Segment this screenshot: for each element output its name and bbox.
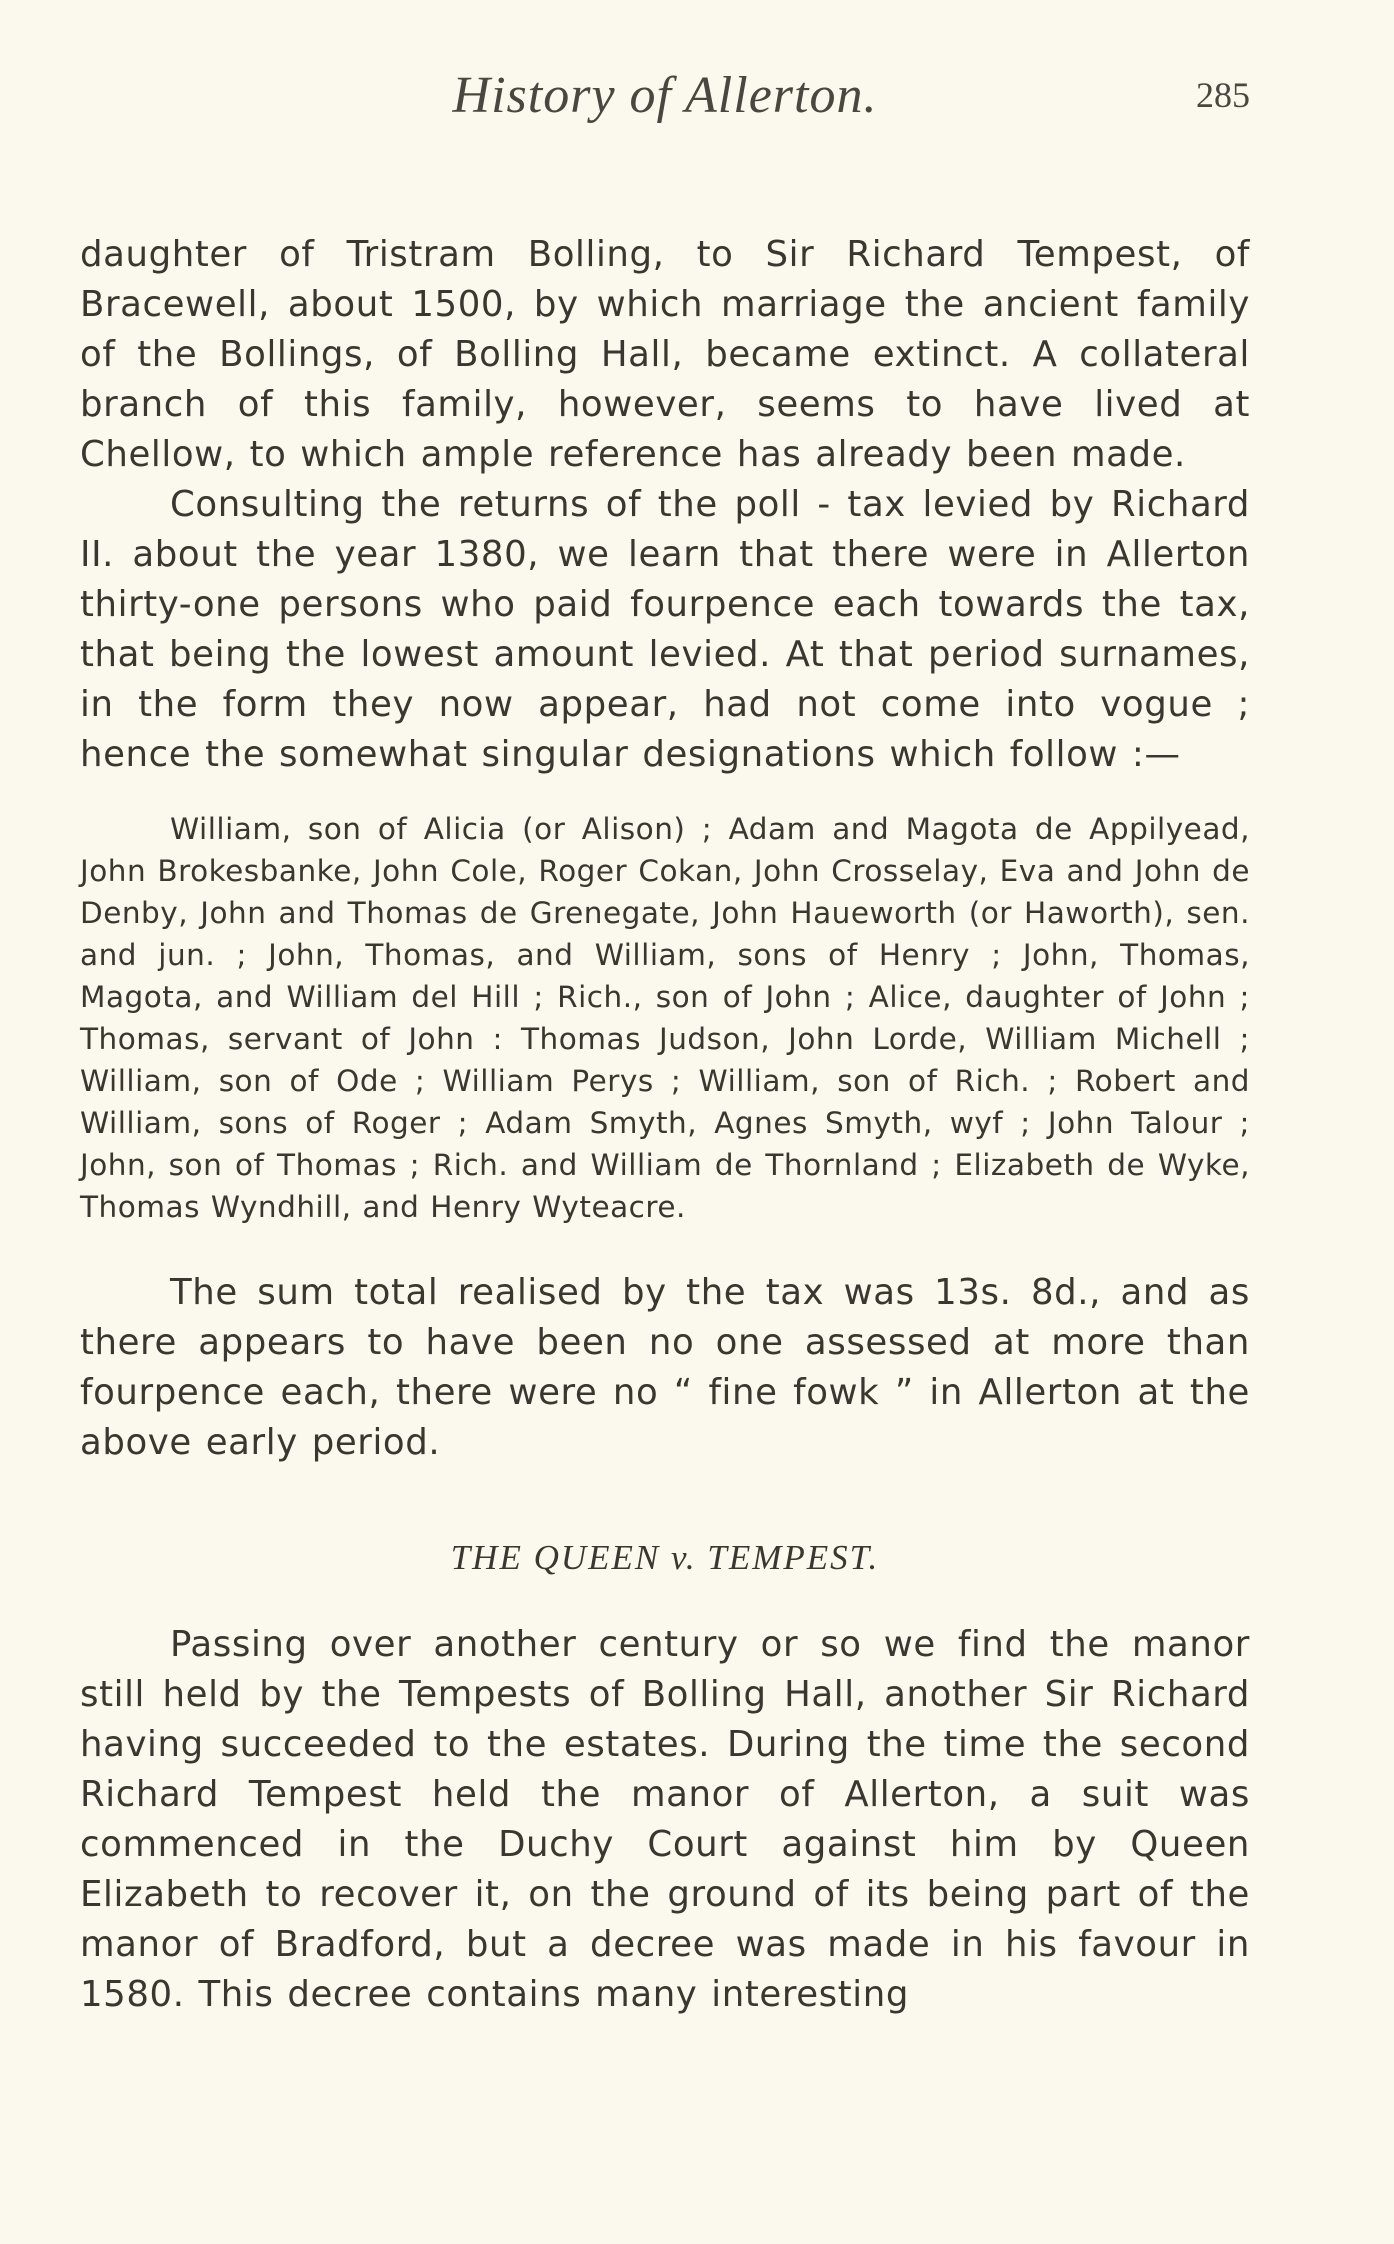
book-page bbox=[80, 60, 1250, 2210]
paragraph-sum-total: The sum total realised by the tax was 13s. 8d., and as there appears to have been no one assessed at more than fourpence each, there were no “ fine fowk ” in Allerton at the above early period. bbox=[80, 1272, 1250, 1463]
running-title: History of Allerton. bbox=[452, 67, 878, 124]
paragraph-poll-tax: Consulting the returns of the poll - tax levied by Richard II. about the year 1380, we learn that there were in Allerton thirty-one persons who paid fourpence each towards the tax, that being the lowest amount levied. At that period surnames, in the form they now appear, had not come into vogue ; hence the somewhat singular designations which follow :— bbox=[80, 484, 1250, 775]
paragraph-continuation: daughter of Tristram Bolling, to Sir Richard Tempest, of Bracewell, about 1500, by which marriage the ancient family of the Bollings, of Bolling Hall, became extinct. A collateral branch of this family, however, seems to have lived at Chellow, to which ample reference has already been made. bbox=[80, 234, 1250, 475]
running-head bbox=[80, 60, 1250, 150]
page-number: 285 bbox=[1196, 75, 1250, 115]
section-heading: THE QUEEN v. TEMPEST. bbox=[450, 1538, 880, 1577]
paragraph-queen-v-tempest: Passing over another century or so we find the manor still held by the Tempests of Bolling Hall, another Sir Richard having succeeded to the estates. During the time the second Richard Tempest held the manor of Allerton, a suit was commenced in the Duchy Court against him by Queen Elizabeth to recover it, on the ground of its being part of the manor of Bradford, but a decree was made in his favour in 1580. This decree contains many interesting bbox=[80, 1624, 1250, 2015]
poll-tax-name-list: William, son of Alicia (or Alison) ; Adam and Magota de Appilyead, John Brokesbanke, John Cole, Roger Cokan, John Crosselay, Eva and John de Denby, John and Thomas de Grenegate, John Haueworth (or Haworth), sen. and jun. ; John, Thomas, and William, sons of Henry ; John, Thomas, Magota, and William del Hill ; Rich., son of John ; Alice, daughter of John ; Thomas, servant of John : Thomas Judson, John Lorde, William Michell ; William, son of Ode ; William Perys ; William, son of Rich. ; Robert and William, sons of Roger ; Adam Smyth, Agnes Smyth, wyf ; John Talour ; John, son of Thomas ; Rich. and William de Thornland ; Elizabeth de Wyke, Thomas Wyndhill, and Henry Wyteacre. bbox=[80, 812, 1250, 1224]
